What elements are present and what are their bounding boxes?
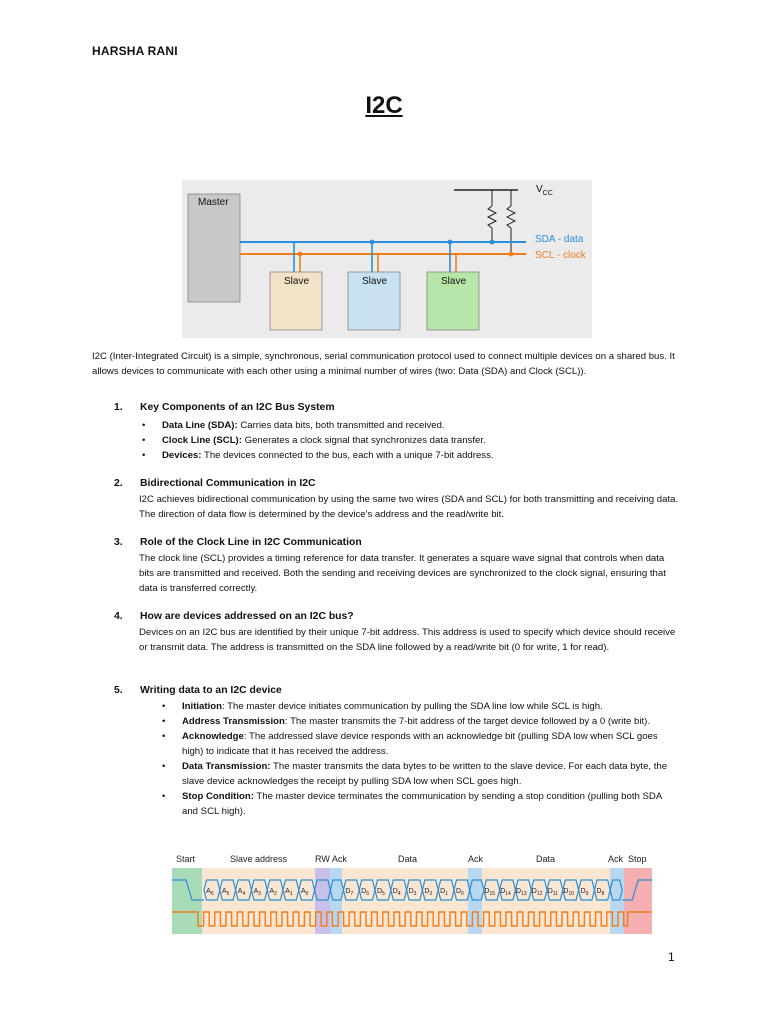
data-bit-4-text: $D_4$ <box>392 888 401 897</box>
data-bit-9-text: $D_9$ <box>580 888 589 897</box>
label-data-2: Data <box>536 854 556 864</box>
data-bit-3-text: $D_3$ <box>408 888 417 897</box>
list-item: • Stop Condition: The master device terminates the communication by sending a stop condition (pulling both SDA and SCL high). <box>160 789 680 819</box>
list-item: • Data Transmission: The master transmits the data bytes to be written to the slave device. For each data byte, the slave device acknowledges the receipt by pulling SDA low when SCL goes high. <box>160 759 680 789</box>
data-bit-12-text: $D_{12}$ <box>531 888 543 897</box>
master-box <box>188 194 240 302</box>
list-item: • Data Line (SDA): Carries data bits, both transmitted and received. <box>140 418 660 433</box>
i2c-timing-diagram <box>170 850 660 938</box>
section-2-heading: 2. Bidirectional Communication in I2C <box>114 478 316 489</box>
section-2-body: I2C achieves bidirectional communication by using the same two wires (SDA and SCL) for both transmitting and receiving data. The direction of data flow is determined by the device's address and the read/write bit. <box>139 494 679 520</box>
data-bit-14-text: $D_{14}$ <box>500 888 511 897</box>
data-bit-8-text: $D_8$ <box>596 888 605 897</box>
address-bit-1-text: $A_1$ <box>285 888 293 897</box>
address-bit-0-text: $A_0$ <box>300 888 309 897</box>
data-bit-11-text: $D_{11}$ <box>547 888 559 897</box>
data-bit-15-text: $D_{15}$ <box>484 888 496 897</box>
list-item: • Initiation: The master device initiates communication by pulling the SDA line low while SCL is high. <box>160 699 680 714</box>
slave-label-2: Slave <box>362 276 388 287</box>
section-4-heading: 4. How are devices addressed on an I2C bus? <box>114 611 354 622</box>
label-data-1: Data <box>398 854 418 864</box>
data-bit-1-text: $D_1$ <box>440 888 449 897</box>
data-bit-6-text: $D_6$ <box>361 888 370 897</box>
vcc-label: $V_{CC}$ <box>536 184 553 197</box>
master-label: Master <box>198 197 229 208</box>
data-bit-10-text: $D_{10}$ <box>563 888 575 897</box>
slave-label-3: Slave <box>441 276 467 287</box>
ack-region-2 <box>468 868 482 934</box>
slave-label-1: Slave <box>284 276 310 287</box>
label-ack: Ack <box>468 854 484 864</box>
section-4-body: Devices on an I2C bus are identified by their unique 7-bit address. This address is used to specify which device should receive or transmit data. The address is transmitted on the SDA line followed by a read/write bit (0 for write, 1 for read). <box>139 627 676 653</box>
list-item: • Address Transmission: The master transmits the 7-bit address of the target device followed by a 0 (write bit). <box>160 714 680 729</box>
list-item: • Acknowledge: The addressed slave device responds with an acknowledge bit (pulling SDA low when SCL goes high) to indicate that it has received the address. <box>160 729 680 759</box>
section-1-list <box>140 418 660 463</box>
label-slave-address: Slave address <box>230 854 288 864</box>
address-bit-2-text: $A_2$ <box>269 888 277 897</box>
address-bit-6-text: $A_6$ <box>206 888 214 897</box>
address-bit-4-text: $A_4$ <box>237 888 246 897</box>
list-item: • Devices: The devices connected to the bus, each with a unique 7-bit address. <box>140 448 660 463</box>
page-number: 1 <box>668 950 675 964</box>
section-3-body: The clock line (SCL) provides a timing reference for data transfer. It generates a square wave signal that controls when data bits are transmitted and received. Both the sending and receiving devices are synchronized to the clock signal, ensuring that data is transferred correctly. <box>139 553 666 594</box>
label-ack-stop: Ack Stop <box>608 854 647 864</box>
data-bit-13-text: $D_{13}$ <box>515 888 527 897</box>
sda-label: SDA - data <box>535 234 584 245</box>
data-bit-5-text: $D_5$ <box>376 888 385 897</box>
data-bit-0-text: $D_0$ <box>455 888 464 897</box>
resistor-scl <box>507 206 515 228</box>
section-3-heading: 3. Role of the Clock Line in I2C Communication <box>114 537 362 548</box>
bus-diagram-svg <box>182 180 592 338</box>
resistor-sda <box>488 206 496 228</box>
label-start: Start <box>176 854 196 864</box>
timing-diagram-svg <box>170 850 660 938</box>
address-bit-5-text: $A_5$ <box>221 888 230 897</box>
section-5-heading: 5. Writing data to an I2C device <box>114 685 282 696</box>
label-rw-ack: RW Ack <box>315 854 347 864</box>
page-title: I2C <box>365 92 403 119</box>
rw-region <box>315 868 330 934</box>
list-item: • Clock Line (SCL): Generates a clock signal that synchronizes data transfer. <box>140 433 660 448</box>
i2c-bus-diagram <box>182 180 592 338</box>
author-name: HARSHA RANI <box>92 44 178 58</box>
section-1-heading: 1. Key Components of an I2C Bus System <box>114 402 335 413</box>
address-bit-3-text: $A_3$ <box>253 888 262 897</box>
scl-label: SCL - clock <box>535 250 586 261</box>
intro-paragraph: I2C (Inter-Integrated Circuit) is a simple, synchronous, serial communication protocol used to connect multiple devices on a shared bus. It allows devices to communicate with each other using a minimal number of wires (two: Data (SDA) and Clock (SCL)). <box>92 351 675 377</box>
section-5-list <box>160 699 680 819</box>
data-bit-2-text: $D_2$ <box>424 888 433 897</box>
data-bit-7-text: $D_7$ <box>345 888 354 897</box>
